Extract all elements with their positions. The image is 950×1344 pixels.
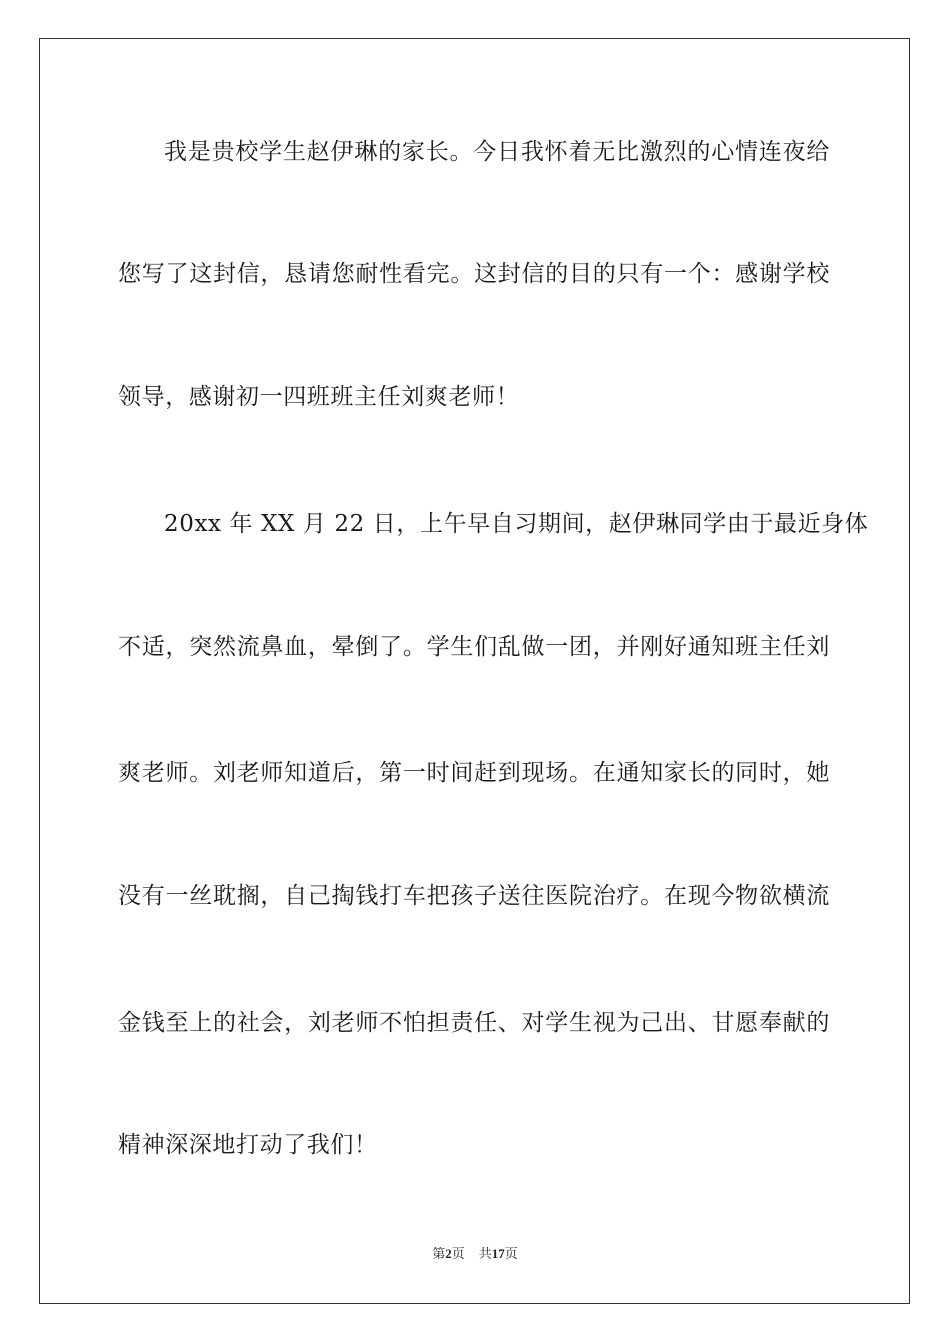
paragraph-2-line-6: 精神深深地打动了我们！ xyxy=(118,1132,378,1158)
paragraph-1-line-3: 领导，感谢初一四班班主任刘爽老师！ xyxy=(118,384,520,410)
paragraph-2-line-2: 不适，突然流鼻血，晕倒了。学生们乱做一团，并刚好通知班主任刘 xyxy=(118,634,830,660)
page-footer xyxy=(0,1245,950,1264)
total-prefix: 共 xyxy=(478,1247,492,1262)
paragraph-2-line-5: 金钱至上的社会，刘老师不怕担责任、对学生视为己出、甘愿奉献的 xyxy=(118,1010,830,1036)
paragraph-2-line-3: 爽老师。刘老师知道后，第一时间赶到现场。在通知家长的同时，她 xyxy=(118,760,830,786)
page-border xyxy=(39,38,910,1304)
paragraph-2-line-4: 没有一丝耽搁，自己掏钱打车把孩子送往医院治疗。在现今物欲横流 xyxy=(118,883,830,909)
paragraph-1-line-2: 您写了这封信，恳请您耐性看完。这封信的目的只有一个：感谢学校 xyxy=(118,261,830,287)
paragraph-1-line-1: 我是贵校学生赵伊琳的家长。今日我怀着无比激烈的心情连夜给 xyxy=(164,139,830,165)
total-suffix: 页 xyxy=(504,1247,518,1262)
total-pages: 17 xyxy=(491,1246,505,1261)
page-suffix: 页 xyxy=(451,1247,465,1262)
paragraph-2-line-1: 20xx 年 XX 月 22 日，上午早自习期间，赵伊琳同学由于最近身体 xyxy=(164,511,869,537)
page-number: 2 xyxy=(445,1246,452,1261)
page-prefix: 第 xyxy=(432,1247,446,1262)
